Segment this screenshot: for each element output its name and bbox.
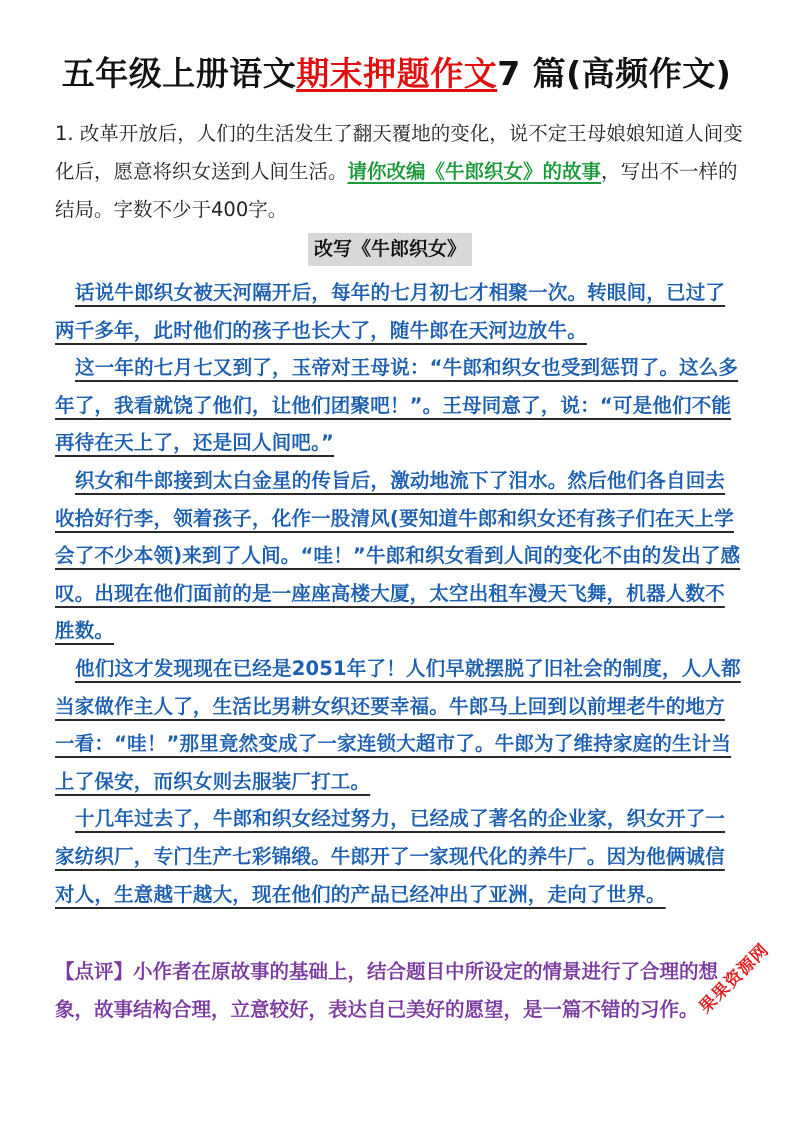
essay-body [55, 274, 741, 913]
watermark-logo: 果果资源网 [695, 939, 774, 1018]
essay-paragraph-text: 十几年过去了，牛郎和织女经过努力，已经成了著名的企业家，织女开了一家纺织厂，专门生产七彩锦缎。牛郎开了一家现代化的养牛厂。因为他俩诚信对人，生意越干越大，现在他们的产品已经冲出了亚洲，走向了世界。 [55, 807, 726, 906]
prompt-text-2: ，写出不一样的结局。字数不少于400字。 [55, 160, 738, 221]
page-title [0, 48, 793, 95]
essay-paragraph-text: 这一年的七月七又到了，玉帝对王母说：“牛郎和织女也受到惩罚了。这么多年了，我看就饶了他们，让他们团聚吧！”。王母同意了，说：“可是他们不能再待在天上了，还是回人间吧。” [55, 356, 739, 455]
teacher-review: 【点评】小作者在原故事的基础上，结合题目中所设定的情景进行了合理的想象，故事结构合理，立意较好，表达自己美好的愿望，是一篇不错的习作。 [55, 960, 719, 1021]
essay-paragraph-text: 话说牛郎织女被天河隔开后，每年的七月初七才相聚一次。转眼间，已过了两千多年，此时他们的孩子也长大了，随牛郎在天河边放牛。 [55, 281, 726, 342]
writing-prompt [55, 115, 745, 229]
title-part1: 五年级上册语文 [61, 54, 297, 93]
prompt-text-1: 1. 改革开放后，人们的生活发生了翻天覆地的变化，说不定王母娘娘知道人间变化后，愿意将织女送到人间生活。 [55, 122, 743, 183]
title-part2: 7 篇(高频作文) [497, 54, 732, 93]
essay-paragraph [55, 274, 741, 349]
essay-paragraph-text: 他们这才发现现在已经是2051年了！人们早就摆脱了旧社会的制度，人人都当家做作主人了，生活比男耕女织还要幸福。牛郎马上回到以前埋老牛的地方一看：“哇！”那里竟然变成了一家连锁大超市了。牛郎为了维持家庭的生计当上了保安，而织女则去服装厂打工。 [55, 656, 741, 793]
title-highlight: 期末押题作文 [296, 54, 498, 93]
prompt-highlight: 请你改编《牛郎织女》的故事 [347, 160, 602, 183]
essay-paragraph [55, 349, 741, 462]
essay-paragraph [55, 800, 741, 913]
essay-paragraph-text: 织女和牛郎接到太白金星的传旨后，激动地流下了泪水。然后他们各自回去收拾好行李，领着孩子，化作一股清风(要知道牛郎和织女还有孩子们在天上学会了不少本领)来到了人间。“哇！”牛郎和织女看到人间的变化不由的发出了感叹。出现在他们面前的是一座座高楼大厦，太空出租车漫天飞舞，机器人数不胜数。 [55, 468, 741, 643]
essay-title: 改写《牛郎织女》 [308, 233, 472, 266]
essay-paragraph [55, 650, 741, 800]
essay-paragraph [55, 462, 741, 650]
